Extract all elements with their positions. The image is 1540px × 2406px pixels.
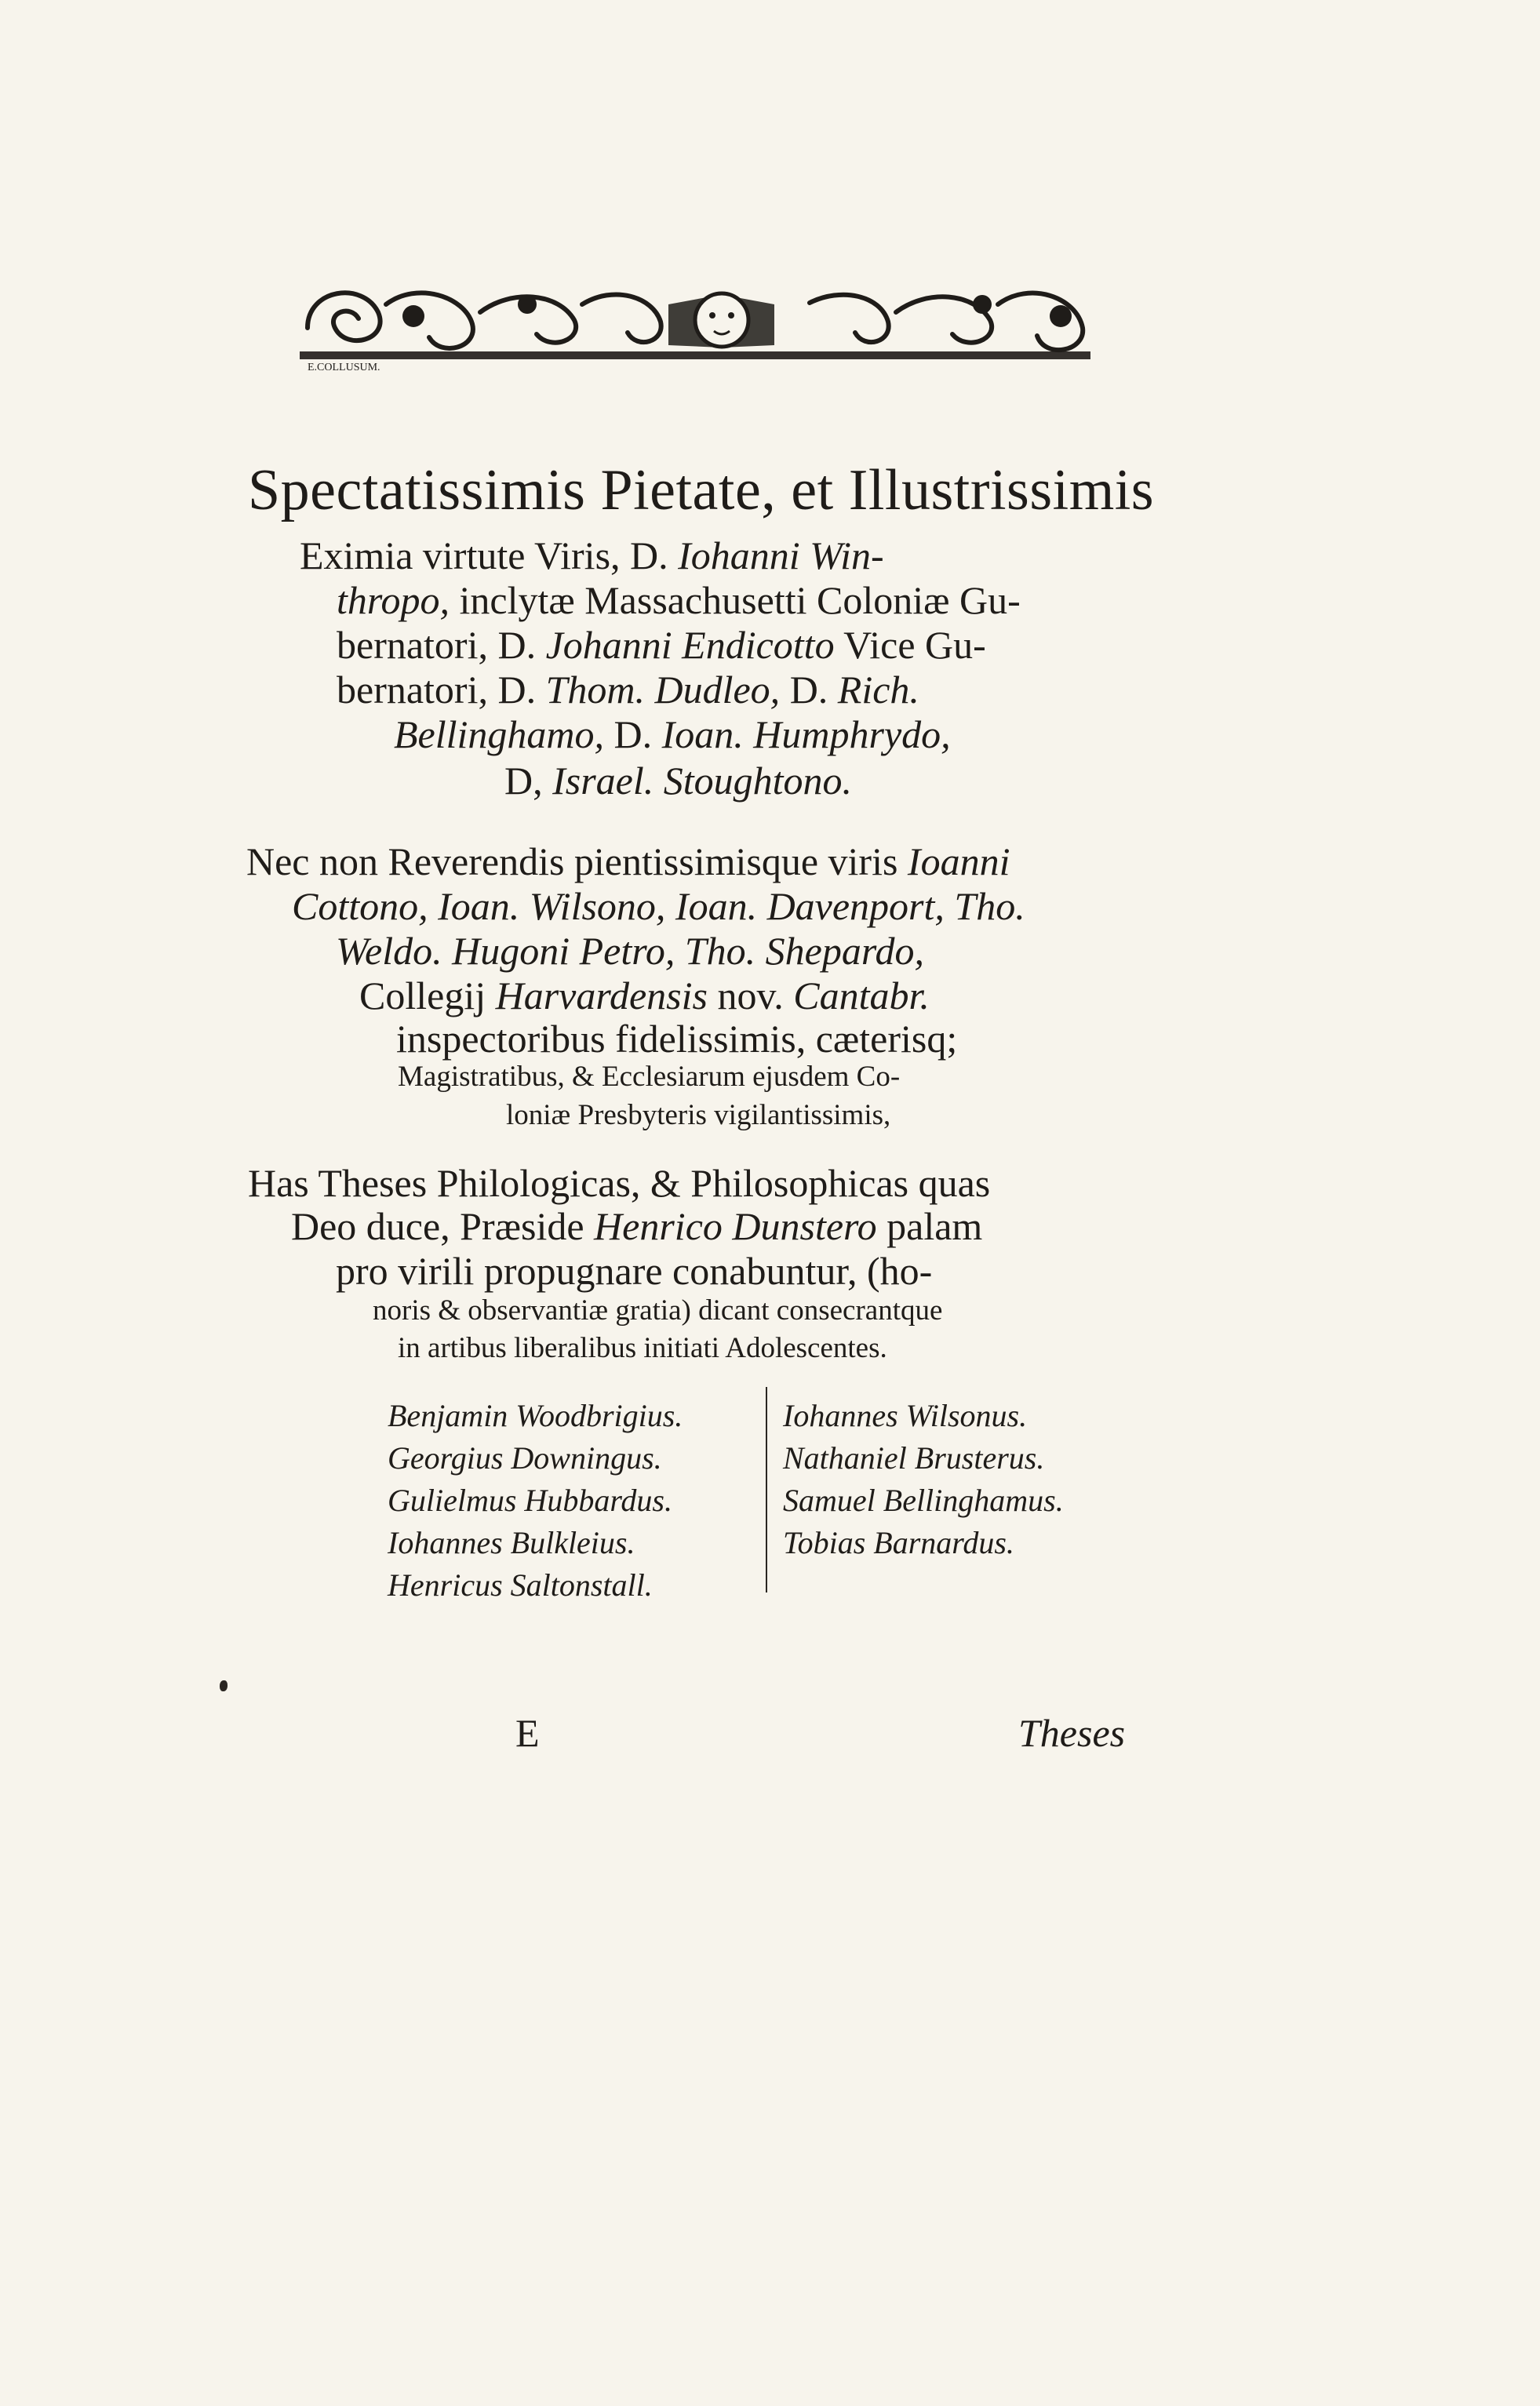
theses-line-4: noris & observantiæ gratia) dicant consecrantque (373, 1294, 943, 1327)
reverends-line-2: Cottono, Ioan. Wilsono, Ioan. Davenport, Tho. (292, 884, 1025, 928)
graduates-right-column (783, 1395, 1064, 1564)
reverends-line-7: loniæ Presbyteris vigilantissimis, (506, 1099, 891, 1131)
reverends-line-5: inspectoribus fidelissimis, cæterisq; (396, 1017, 958, 1061)
theses-line-5: in artibus liberalibus initiati Adolescentes. (398, 1332, 887, 1364)
graduate-name: Nathaniel Brusterus. (783, 1440, 1045, 1476)
column-divider (766, 1387, 767, 1592)
graduate-name: Samuel Bellinghamus. (783, 1483, 1064, 1518)
graduate-name: Benjamin Woodbrigius. (388, 1398, 683, 1433)
dedication-line-5: Bellinghamo, D. Ioan. Humphrydo, (394, 712, 951, 756)
dedication-line-2: thropo, inclytæ Massachusetti Coloniæ Gu- (337, 578, 1021, 622)
reverends-line-4: Collegij Harvardensis nov. Cantabr. (359, 974, 930, 1017)
graduate-name: Gulielmus Hubbardus. (388, 1483, 672, 1518)
reverends-line-3: Weldo. Hugoni Petro, Tho. Shepardo, (336, 929, 924, 973)
reverends-line-1: Nec non Reverendis pientissimisque viris Ioanni (246, 839, 1010, 883)
dedication-line-4: bernatori, D. Thom. Dudleo, D. Rich. (337, 668, 919, 712)
signature-mark: E (515, 1711, 540, 1755)
dedication-line-3: bernatori, D. Johanni Endicotto Vice Gu- (337, 623, 986, 667)
dedication-line-6: D, Israel. Stoughtono. (504, 759, 853, 803)
theses-line-2: Deo duce, Præside Henrico Dunstero palam (291, 1204, 983, 1248)
graduates-left-column (388, 1395, 683, 1607)
dedication-title: Spectatissimis Pietate, et Illustrissimis (248, 458, 1155, 522)
theses-line-1: Has Theses Philologicas, & Philosophicas quas (248, 1161, 991, 1205)
ornament-headpiece (292, 273, 1098, 372)
dedication-line-1: Eximia virtute Viris, D. Iohanni Win- (300, 533, 884, 577)
catchword: Theses (1018, 1711, 1126, 1755)
graduate-name: Henricus Saltonstall. (388, 1567, 653, 1603)
ornament-signature: E.COLLUSUM. (308, 362, 380, 372)
ink-speck (220, 1680, 228, 1691)
theses-line-3: pro virili propugnare conabuntur, (ho- (336, 1249, 933, 1293)
reverends-line-6: Magistratibus, & Ecclesiarum ejusdem Co- (398, 1061, 901, 1093)
graduate-name: Iohannes Wilsonus. (783, 1398, 1028, 1433)
graduate-name: Georgius Downingus. (388, 1440, 662, 1476)
graduate-name: Tobias Barnardus. (783, 1525, 1014, 1560)
graduate-name: Iohannes Bulkleius. (388, 1525, 635, 1560)
